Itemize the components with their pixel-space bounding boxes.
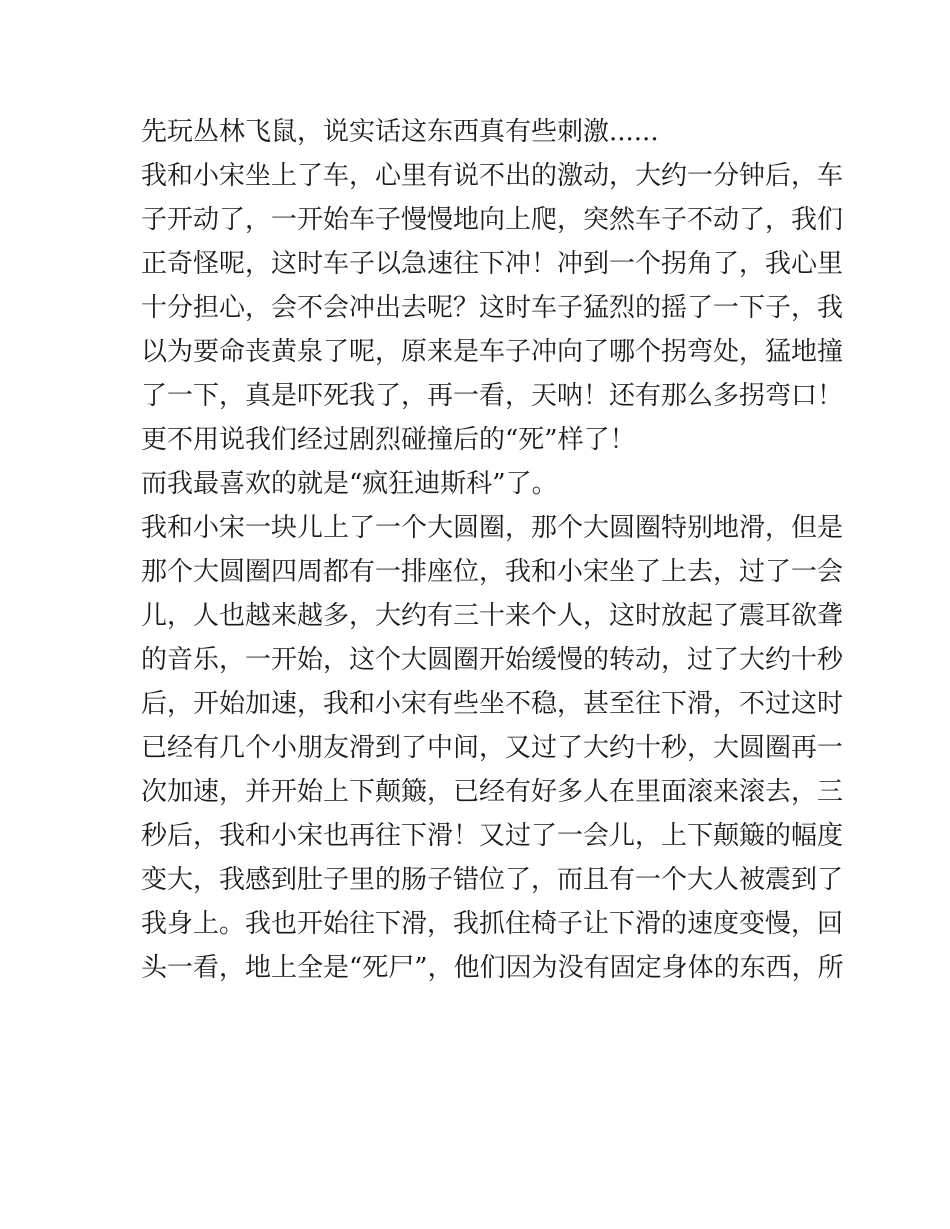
text-line: 正奇怪呢，这时车子以急速往下冲！冲到一个拐角了，我心里 <box>141 249 844 279</box>
text-line: 了一下，真是吓死我了，再一看，天呐！还有那么多拐弯口！ <box>141 381 844 411</box>
text-line: 已经有几个小朋友滑到了中间，又过了大约十秒，大圆圈再一 <box>141 733 844 763</box>
document-body <box>141 110 844 990</box>
text-line: 子开动了，一开始车子慢慢地向上爬，突然车子不动了，我们 <box>141 205 844 235</box>
text-line: 秒后，我和小宋也再往下滑！又过了一会儿，上下颠簸的幅度 <box>141 821 844 851</box>
text-line: 十分担心，会不会冲出去呢？这时车子猛烈的摇了一下子，我 <box>141 293 844 323</box>
text-line: 而我最喜欢的就是“疯狂迪斯科”了。 <box>141 469 558 499</box>
text-line: 更不用说我们经过剧烈碰撞后的“死”样了！ <box>141 425 636 455</box>
text-line: 以为要命丧黄泉了呢，原来是车子冲向了哪个拐弯处，猛地撞 <box>141 337 844 367</box>
text-line: 的音乐，一开始，这个大圆圈开始缓慢的转动，过了大约十秒 <box>141 645 844 675</box>
text-line: 头一看，地上全是“死尸”，他们因为没有固定身体的东西，所 <box>141 953 844 983</box>
text-line: 那个大圆圈四周都有一排座位，我和小宋坐了上去，过了一会 <box>141 557 844 587</box>
text-line: 我和小宋一块儿上了一个大圆圈，那个大圆圈特别地滑，但是 <box>141 513 844 543</box>
text-line: 儿，人也越来越多，大约有三十来个人，这时放起了震耳欲聋 <box>141 601 844 631</box>
text-line: 后，开始加速，我和小宋有些坐不稳，甚至往下滑，不过这时 <box>141 689 844 719</box>
text-line: 先玩丛林飞鼠，说实话这东西真有些刺激...... <box>141 117 659 147</box>
text-line: 我身上。我也开始往下滑，我抓住椅子让下滑的速度变慢，回 <box>141 909 844 939</box>
text-line: 变大，我感到肚子里的肠子错位了，而且有一个大人被震到了 <box>141 865 844 895</box>
text-line: 次加速，并开始上下颠簸，已经有好多人在里面滚来滚去，三 <box>141 777 844 807</box>
text-line: 我和小宋坐上了车，心里有说不出的激动，大约一分钟后，车 <box>141 161 844 191</box>
